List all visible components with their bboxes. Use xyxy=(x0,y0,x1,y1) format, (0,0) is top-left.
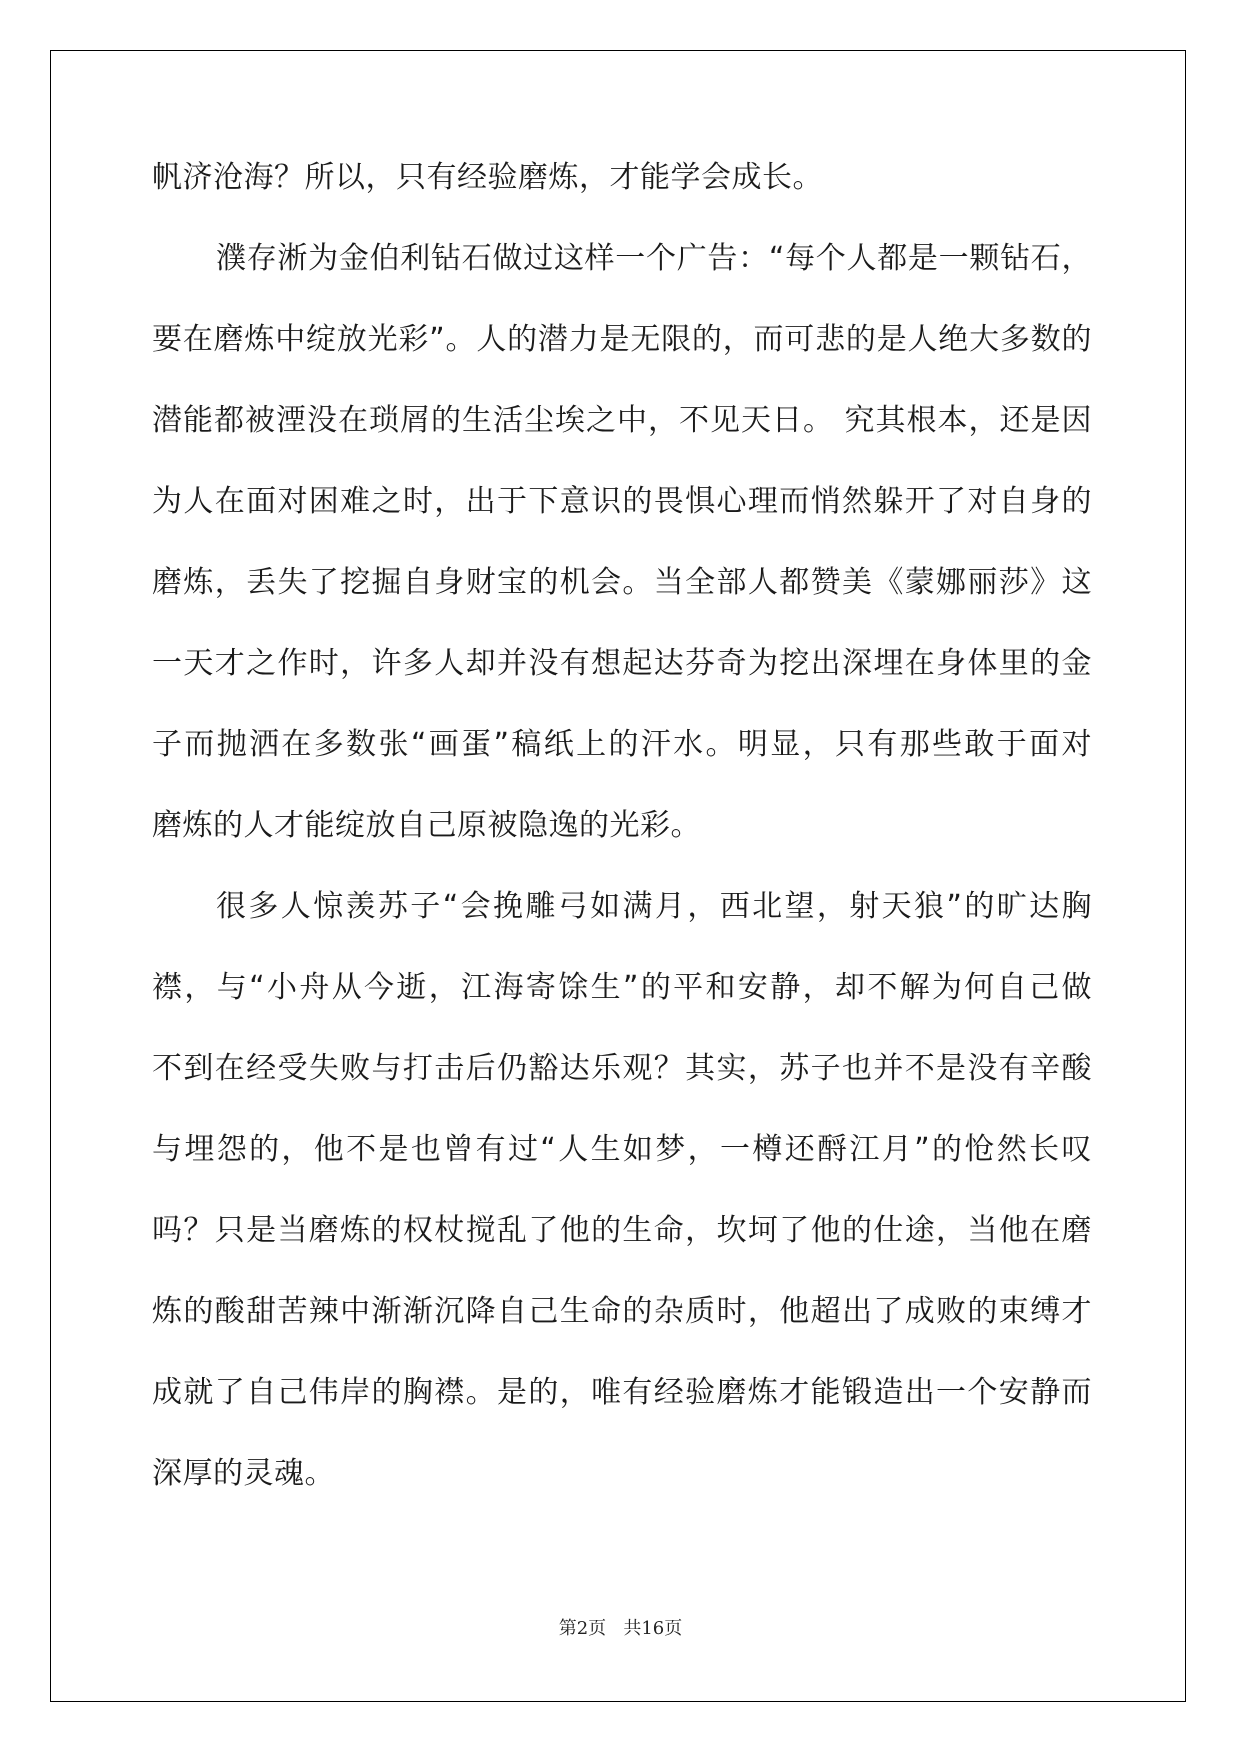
body-line: 为人在面对困难之时，出于下意识的畏惧心理而悄然躲开了对自身的 xyxy=(152,484,1092,519)
body-line: 很多人惊羡苏子“会挽雕弓如满月，西北望，射天狼”的旷达胸 xyxy=(216,889,1092,924)
body-line: 成就了自己伟岸的胸襟。是的，唯有经验磨炼才能锻造出一个安静而 xyxy=(152,1375,1092,1410)
body-line: 要在磨炼中绽放光彩”。人的潜力是无限的，而可悲的是人绝大多数的 xyxy=(152,322,1092,357)
body-line: 深厚的灵魂。 xyxy=(152,1456,335,1491)
body-line: 与埋怨的，他不是也曾有过“人生如梦，一樽还酹江月”的怆然长叹 xyxy=(152,1132,1092,1167)
body-line: 磨炼的人才能绽放自己原被隐逸的光彩。 xyxy=(152,808,701,843)
body-line: 磨炼，丢失了挖掘自身财宝的机会。当全部人都赞美《蒙娜丽莎》这 xyxy=(152,565,1092,600)
body-line: 一天才之作时，许多人却并没有想起达芬奇为挖出深埋在身体里的金 xyxy=(152,646,1092,681)
body-line: 炼的酸甜苦辣中渐渐沉降自己生命的杂质时，他超出了成败的束缚才 xyxy=(152,1294,1092,1329)
page-number-footer: 第2页 共16页 xyxy=(558,1618,683,1639)
body-line: 不到在经受失败与打击后仍豁达乐观？其实，苏子也并不是没有辛酸 xyxy=(152,1051,1092,1086)
body-line: 濮存淅为金伯利钻石做过这样一个广告：“每个人都是一颗钻石， xyxy=(216,241,1092,276)
body-line: 吗？只是当磨炼的权杖搅乱了他的生命，坎坷了他的仕途，当他在磨 xyxy=(152,1213,1092,1248)
body-line: 帆济沧海？所以，只有经验磨炼，才能学会成长。 xyxy=(152,160,823,195)
body-line: 潜能都被湮没在琐屑的生活尘埃之中，不见天日。 究其根本，还是因 xyxy=(152,403,1092,438)
body-line: 襟，与“小舟从今逝，江海寄馀生”的平和安静，却不解为何自己做 xyxy=(152,970,1092,1005)
body-line: 子而抛洒在多数张“画蛋”稿纸上的汗水。明显，只有那些敢于面对 xyxy=(152,727,1092,762)
document-body xyxy=(152,160,1092,1537)
